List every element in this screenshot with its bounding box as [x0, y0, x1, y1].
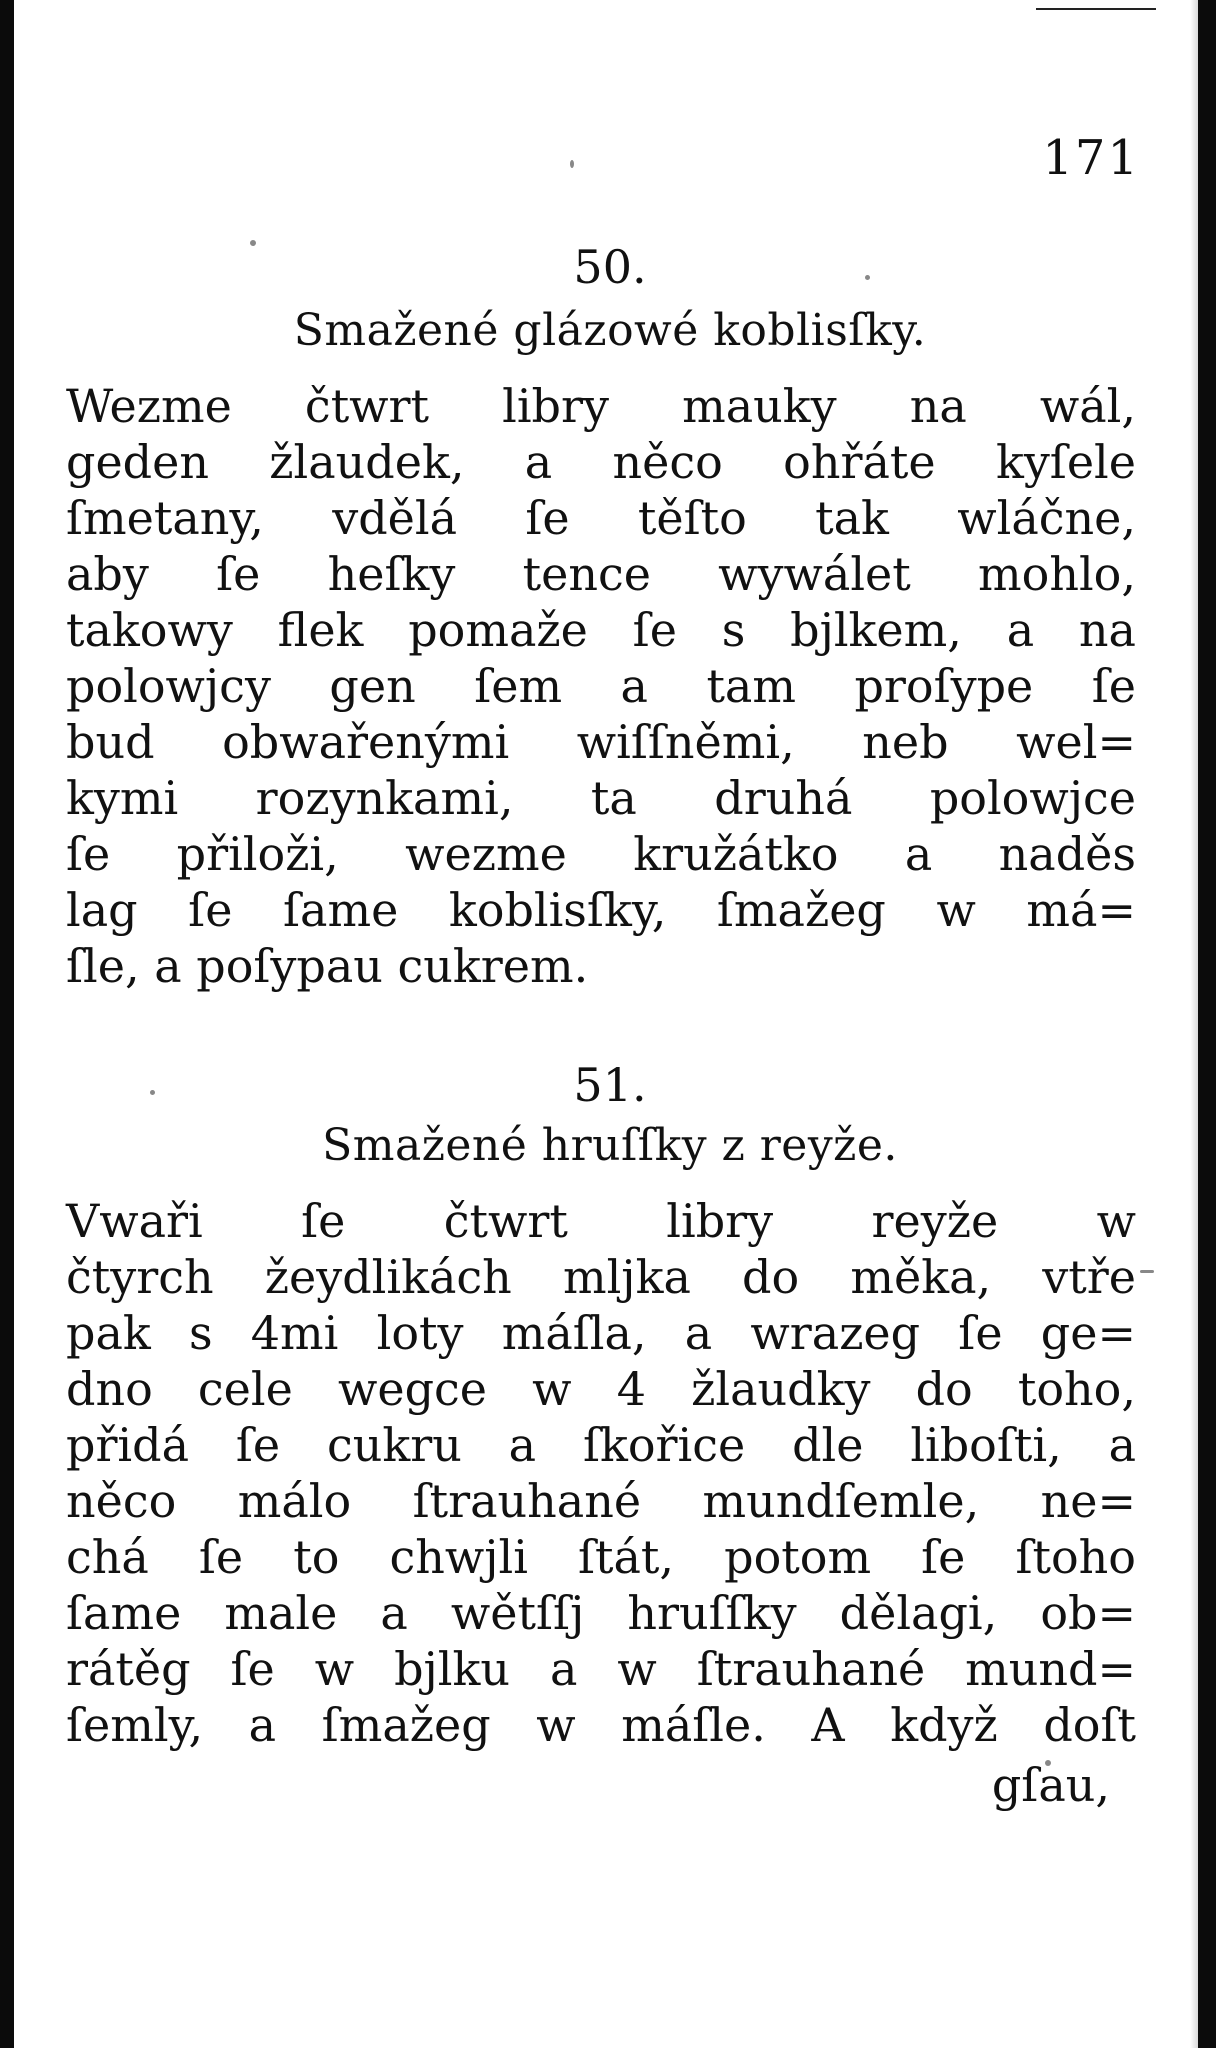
recipe-number: 51. — [573, 1058, 647, 1112]
page-edge-shading — [1190, 0, 1198, 2048]
book-edge-shadow — [1198, 0, 1216, 2048]
text-line: něco málo ſtrauhané mundſemle, ne= — [66, 1474, 1136, 1528]
text-line: čtyrch žeydlikách mljka do měka, vtře — [66, 1250, 1136, 1304]
text-line: dno cele wegce w 4 žlaudky do toho, — [66, 1362, 1136, 1416]
recipe-title: Smažené glázowé koblisſky. — [293, 305, 927, 356]
text-line: ſe přiloži, wezme kružátko a naděs — [66, 827, 1136, 881]
text-line: přidá ſe cukru a ſkořice dle liboſti, a — [66, 1418, 1136, 1472]
text-line: ſmetany, vdělá ſe těſto tak wláčne, — [66, 491, 1136, 545]
text-line: ſemly, a ſmažeg w máſle. A když doſt — [66, 1698, 1136, 1752]
text-line: ſame male a wětſſj hruſſky dělagi, ob= — [66, 1586, 1136, 1640]
text-line: geden žlaudek, a něco ohřáte kyſele — [66, 435, 1136, 489]
text-line: ſle, a poſypau cukrem. — [66, 939, 589, 993]
text-line: pak s 4mi loty máſla, a wrazeg ſe ge= — [66, 1306, 1136, 1360]
text-line: Wezme čtwrt libry mauky na wál, — [66, 379, 1136, 433]
page-number: 171 — [1042, 130, 1140, 186]
recipe-number: 50. — [573, 240, 647, 294]
text-line: kymi rozynkami, ta druhá polowjce — [66, 771, 1136, 825]
text-line: polowjcy gen ſem a tam proſype ſe — [66, 659, 1136, 713]
book-page — [60, 0, 1160, 2048]
text-line: lag ſe ſame koblisſky, ſmažeg w má= — [66, 883, 1136, 937]
text-line: Vwaři ſe čtwrt libry reyže w — [66, 1194, 1136, 1248]
book-gutter-shadow — [0, 0, 14, 2048]
recipe-title: Smažené hruſſky z reyže. — [322, 1120, 898, 1171]
text-line: bud obwařenými wiſſněmi, neb wel= — [66, 715, 1136, 769]
text-line: aby ſe heſky tence wywálet mohlo, — [66, 547, 1136, 601]
text-line: rátěg ſe w bjlku a w ſtrauhané mund= — [66, 1642, 1136, 1696]
text-line: takowy flek pomaže ſe s bjlkem, a na — [66, 603, 1136, 657]
text-line: chá ſe to chwjli ſtát, potom ſe ſtoho — [66, 1530, 1136, 1584]
catchword: gſau, — [991, 1758, 1110, 1812]
